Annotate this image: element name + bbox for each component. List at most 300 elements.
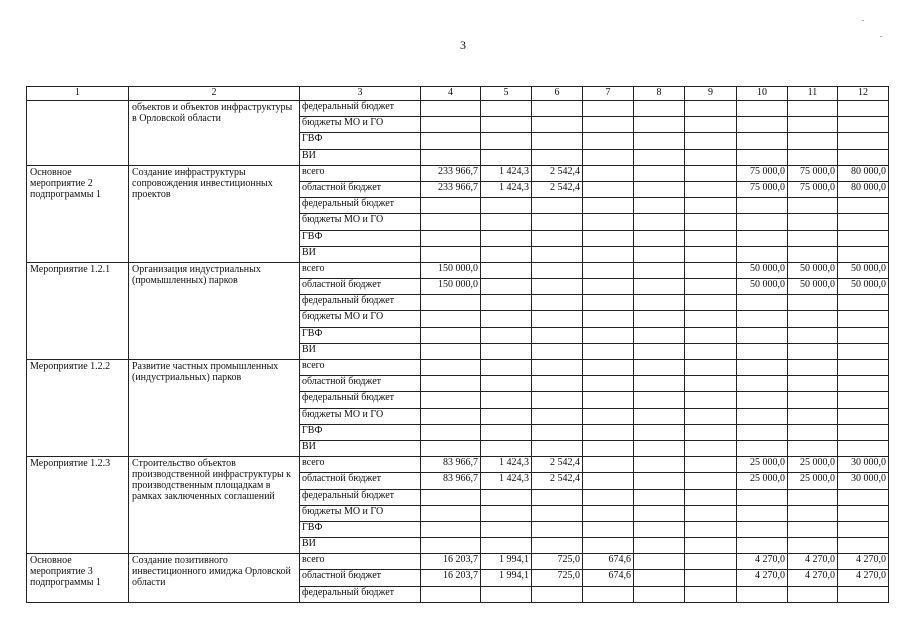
value-cell xyxy=(481,198,532,214)
value-cell xyxy=(838,246,889,262)
value-cell xyxy=(685,424,737,440)
value-cell: 25 000,0 xyxy=(737,457,788,473)
value-cell xyxy=(788,505,838,521)
value-cell xyxy=(583,165,634,181)
value-cell xyxy=(838,376,889,392)
value-cell xyxy=(788,343,838,359)
value-cell: 16 203,7 xyxy=(421,554,481,570)
value-cell xyxy=(481,214,532,230)
value-cell xyxy=(532,214,583,230)
activity-name-cell: объектов и объектов инфраструктуры в Орловской области xyxy=(129,101,300,166)
value-cell: 4 270,0 xyxy=(838,554,889,570)
value-cell xyxy=(634,198,685,214)
value-cell: 674,6 xyxy=(583,554,634,570)
value-cell xyxy=(634,440,685,456)
column-header: 12 xyxy=(838,87,889,101)
value-cell xyxy=(685,101,737,117)
value-cell xyxy=(481,489,532,505)
value-cell xyxy=(532,538,583,554)
value-cell xyxy=(788,246,838,262)
value-cell: 83 966,7 xyxy=(421,457,481,473)
value-cell xyxy=(788,376,838,392)
value-cell xyxy=(737,246,788,262)
value-cell xyxy=(583,538,634,554)
value-cell xyxy=(685,521,737,537)
funding-source-cell: ГВФ xyxy=(300,521,421,537)
value-cell: 674,6 xyxy=(583,570,634,586)
value-cell xyxy=(788,586,838,602)
value-cell xyxy=(583,489,634,505)
value-cell: 25 000,0 xyxy=(788,473,838,489)
value-cell xyxy=(481,133,532,149)
value-cell xyxy=(634,327,685,343)
value-cell: 83 966,7 xyxy=(421,473,481,489)
table-row xyxy=(27,360,889,376)
value-cell xyxy=(685,214,737,230)
value-cell xyxy=(634,538,685,554)
value-cell: 50 000,0 xyxy=(838,262,889,278)
value-cell xyxy=(634,376,685,392)
value-cell xyxy=(685,505,737,521)
value-cell xyxy=(737,489,788,505)
value-cell xyxy=(685,376,737,392)
value-cell xyxy=(421,327,481,343)
value-cell xyxy=(838,198,889,214)
value-cell xyxy=(737,214,788,230)
value-cell xyxy=(788,424,838,440)
value-cell: 50 000,0 xyxy=(737,279,788,295)
value-cell xyxy=(583,117,634,133)
value-cell: 50 000,0 xyxy=(737,262,788,278)
value-cell xyxy=(532,133,583,149)
value-cell xyxy=(685,327,737,343)
value-cell xyxy=(838,408,889,424)
value-cell xyxy=(838,392,889,408)
value-cell xyxy=(838,214,889,230)
header-row xyxy=(27,87,889,101)
value-cell xyxy=(481,424,532,440)
funding-source-cell: федеральный бюджет xyxy=(300,586,421,602)
funding-source-cell: ГВФ xyxy=(300,230,421,246)
value-cell xyxy=(685,360,737,376)
column-header: 7 xyxy=(583,87,634,101)
value-cell: 75 000,0 xyxy=(788,165,838,181)
value-cell xyxy=(532,521,583,537)
value-cell xyxy=(421,521,481,537)
value-cell: 30 000,0 xyxy=(838,457,889,473)
value-cell: 50 000,0 xyxy=(788,262,838,278)
value-cell xyxy=(583,408,634,424)
value-cell xyxy=(685,440,737,456)
value-cell xyxy=(737,424,788,440)
value-cell xyxy=(532,392,583,408)
value-cell xyxy=(685,230,737,246)
funding-source-cell: ВИ xyxy=(300,440,421,456)
value-cell xyxy=(421,586,481,602)
value-cell xyxy=(634,392,685,408)
activity-code-cell xyxy=(27,101,129,166)
funding-source-cell: бюджеты МО и ГО xyxy=(300,408,421,424)
value-cell xyxy=(634,408,685,424)
value-cell xyxy=(634,489,685,505)
value-cell xyxy=(634,214,685,230)
value-cell xyxy=(583,424,634,440)
value-cell xyxy=(634,343,685,359)
value-cell xyxy=(532,343,583,359)
value-cell xyxy=(421,424,481,440)
value-cell xyxy=(737,521,788,537)
value-cell: 725,0 xyxy=(532,554,583,570)
activity-code-cell: Основное мероприятие 2 подпрограммы 1 xyxy=(27,165,129,262)
column-header: 10 xyxy=(737,87,788,101)
funding-source-cell: федеральный бюджет xyxy=(300,101,421,117)
value-cell xyxy=(737,117,788,133)
activity-code-cell: Мероприятие 1.2.1 xyxy=(27,262,129,359)
value-cell xyxy=(634,149,685,165)
value-cell xyxy=(685,473,737,489)
value-cell xyxy=(634,311,685,327)
funding-source-cell: всего xyxy=(300,554,421,570)
budget-table xyxy=(26,86,889,603)
value-cell xyxy=(737,149,788,165)
column-header: 4 xyxy=(421,87,481,101)
table-row xyxy=(27,457,889,473)
value-cell: 1 424,3 xyxy=(481,165,532,181)
value-cell xyxy=(788,133,838,149)
value-cell xyxy=(583,246,634,262)
value-cell xyxy=(685,570,737,586)
value-cell xyxy=(421,311,481,327)
value-cell xyxy=(583,214,634,230)
value-cell xyxy=(583,181,634,197)
value-cell xyxy=(685,198,737,214)
value-cell xyxy=(838,149,889,165)
value-cell xyxy=(481,262,532,278)
value-cell xyxy=(685,149,737,165)
value-cell xyxy=(685,392,737,408)
value-cell: 725,0 xyxy=(532,570,583,586)
value-cell xyxy=(788,392,838,408)
funding-source-cell: всего xyxy=(300,165,421,181)
value-cell xyxy=(481,117,532,133)
column-header: 6 xyxy=(532,87,583,101)
funding-source-cell: бюджеты МО и ГО xyxy=(300,117,421,133)
activity-name-cell: Строительство объектов производственной инфраструктуры к производственным площадкам в рамках заключенных соглашений xyxy=(129,457,300,554)
funding-source-cell: ГВФ xyxy=(300,327,421,343)
scan-mark: . xyxy=(862,14,864,23)
value-cell xyxy=(481,246,532,262)
value-cell xyxy=(583,360,634,376)
value-cell xyxy=(838,230,889,246)
value-cell xyxy=(634,360,685,376)
value-cell xyxy=(788,408,838,424)
value-cell xyxy=(788,440,838,456)
value-cell xyxy=(532,360,583,376)
value-cell xyxy=(583,230,634,246)
value-cell xyxy=(788,214,838,230)
value-cell xyxy=(788,327,838,343)
value-cell xyxy=(532,505,583,521)
value-cell xyxy=(481,343,532,359)
value-cell xyxy=(838,440,889,456)
funding-source-cell: областной бюджет xyxy=(300,570,421,586)
value-cell xyxy=(532,262,583,278)
value-cell xyxy=(421,214,481,230)
value-cell xyxy=(788,295,838,311)
value-cell xyxy=(421,376,481,392)
value-cell xyxy=(583,327,634,343)
value-cell xyxy=(685,279,737,295)
value-cell xyxy=(481,311,532,327)
value-cell xyxy=(634,424,685,440)
funding-source-cell: бюджеты МО и ГО xyxy=(300,505,421,521)
funding-source-cell: областной бюджет xyxy=(300,473,421,489)
activity-code-cell: Мероприятие 1.2.3 xyxy=(27,457,129,554)
column-header: 3 xyxy=(300,87,421,101)
table-row xyxy=(27,262,889,278)
value-cell xyxy=(634,586,685,602)
value-cell xyxy=(737,440,788,456)
value-cell: 50 000,0 xyxy=(838,279,889,295)
value-cell xyxy=(583,279,634,295)
funding-source-cell: бюджеты МО и ГО xyxy=(300,214,421,230)
value-cell xyxy=(737,360,788,376)
value-cell xyxy=(788,521,838,537)
funding-source-cell: федеральный бюджет xyxy=(300,489,421,505)
value-cell xyxy=(532,376,583,392)
value-cell xyxy=(788,198,838,214)
value-cell xyxy=(583,586,634,602)
value-cell xyxy=(838,117,889,133)
value-cell xyxy=(421,117,481,133)
value-cell xyxy=(685,246,737,262)
value-cell: 150 000,0 xyxy=(421,262,481,278)
value-cell xyxy=(481,101,532,117)
funding-source-cell: ВИ xyxy=(300,343,421,359)
value-cell xyxy=(737,327,788,343)
value-cell xyxy=(838,343,889,359)
value-cell xyxy=(685,295,737,311)
value-cell xyxy=(838,360,889,376)
value-cell xyxy=(583,262,634,278)
value-cell xyxy=(583,149,634,165)
value-cell xyxy=(685,343,737,359)
value-cell xyxy=(737,343,788,359)
scan-mark: . xyxy=(880,30,882,39)
table-row xyxy=(27,554,889,570)
value-cell xyxy=(532,311,583,327)
value-cell xyxy=(788,101,838,117)
value-cell: 4 270,0 xyxy=(788,570,838,586)
funding-source-cell: ВИ xyxy=(300,149,421,165)
value-cell xyxy=(532,101,583,117)
value-cell: 1 424,3 xyxy=(481,457,532,473)
value-cell xyxy=(532,279,583,295)
value-cell xyxy=(737,376,788,392)
value-cell xyxy=(421,230,481,246)
value-cell xyxy=(421,133,481,149)
funding-source-cell: федеральный бюджет xyxy=(300,295,421,311)
value-cell xyxy=(634,279,685,295)
value-cell xyxy=(685,165,737,181)
value-cell: 4 270,0 xyxy=(737,554,788,570)
value-cell xyxy=(481,295,532,311)
value-cell xyxy=(685,181,737,197)
value-cell xyxy=(737,392,788,408)
funding-source-cell: областной бюджет xyxy=(300,181,421,197)
value-cell xyxy=(481,408,532,424)
value-cell xyxy=(838,311,889,327)
value-cell xyxy=(421,149,481,165)
value-cell xyxy=(685,117,737,133)
value-cell xyxy=(634,457,685,473)
funding-source-cell: федеральный бюджет xyxy=(300,198,421,214)
value-cell: 2 542,4 xyxy=(532,473,583,489)
value-cell xyxy=(838,586,889,602)
value-cell xyxy=(532,586,583,602)
column-header: 8 xyxy=(634,87,685,101)
value-cell xyxy=(583,392,634,408)
value-cell xyxy=(583,505,634,521)
value-cell xyxy=(481,376,532,392)
value-cell xyxy=(421,198,481,214)
value-cell xyxy=(421,440,481,456)
value-cell xyxy=(583,343,634,359)
value-cell xyxy=(737,133,788,149)
value-cell: 50 000,0 xyxy=(788,279,838,295)
value-cell xyxy=(583,440,634,456)
value-cell: 25 000,0 xyxy=(788,457,838,473)
value-cell xyxy=(481,279,532,295)
funding-source-cell: областной бюджет xyxy=(300,376,421,392)
value-cell: 16 203,7 xyxy=(421,570,481,586)
value-cell xyxy=(685,457,737,473)
value-cell xyxy=(481,538,532,554)
value-cell xyxy=(583,101,634,117)
value-cell xyxy=(634,262,685,278)
value-cell xyxy=(788,230,838,246)
value-cell xyxy=(583,198,634,214)
value-cell: 75 000,0 xyxy=(788,181,838,197)
value-cell xyxy=(421,505,481,521)
value-cell xyxy=(532,149,583,165)
value-cell: 1 424,3 xyxy=(481,473,532,489)
value-cell xyxy=(634,246,685,262)
value-cell: 233 966,7 xyxy=(421,165,481,181)
value-cell xyxy=(532,295,583,311)
funding-source-cell: всего xyxy=(300,262,421,278)
value-cell xyxy=(481,586,532,602)
value-cell xyxy=(532,327,583,343)
value-cell xyxy=(634,505,685,521)
value-cell xyxy=(421,295,481,311)
value-cell xyxy=(838,521,889,537)
value-cell xyxy=(634,570,685,586)
value-cell xyxy=(685,489,737,505)
column-header: 9 xyxy=(685,87,737,101)
value-cell xyxy=(788,149,838,165)
funding-source-cell: ВИ xyxy=(300,246,421,262)
value-cell xyxy=(481,440,532,456)
value-cell xyxy=(737,311,788,327)
value-cell xyxy=(583,457,634,473)
value-cell xyxy=(634,230,685,246)
funding-source-cell: ВИ xyxy=(300,538,421,554)
value-cell xyxy=(532,424,583,440)
value-cell: 80 000,0 xyxy=(838,165,889,181)
value-cell xyxy=(685,262,737,278)
value-cell xyxy=(788,360,838,376)
value-cell xyxy=(737,230,788,246)
value-cell xyxy=(583,133,634,149)
value-cell xyxy=(634,295,685,311)
value-cell xyxy=(421,538,481,554)
value-cell xyxy=(737,295,788,311)
value-cell xyxy=(838,133,889,149)
value-cell xyxy=(685,408,737,424)
value-cell xyxy=(685,586,737,602)
value-cell xyxy=(481,521,532,537)
value-cell: 4 270,0 xyxy=(838,570,889,586)
value-cell xyxy=(583,376,634,392)
value-cell xyxy=(788,311,838,327)
value-cell: 1 994,1 xyxy=(481,570,532,586)
value-cell xyxy=(838,489,889,505)
value-cell xyxy=(532,230,583,246)
value-cell: 80 000,0 xyxy=(838,181,889,197)
value-cell xyxy=(421,360,481,376)
value-cell xyxy=(737,198,788,214)
value-cell xyxy=(532,246,583,262)
value-cell xyxy=(421,343,481,359)
funding-source-cell: ГВФ xyxy=(300,133,421,149)
value-cell xyxy=(634,473,685,489)
value-cell xyxy=(788,117,838,133)
value-cell: 150 000,0 xyxy=(421,279,481,295)
value-cell xyxy=(685,538,737,554)
value-cell xyxy=(634,165,685,181)
value-cell: 25 000,0 xyxy=(737,473,788,489)
funding-source-cell: ГВФ xyxy=(300,424,421,440)
value-cell xyxy=(481,149,532,165)
value-cell xyxy=(838,424,889,440)
value-cell: 2 542,4 xyxy=(532,457,583,473)
value-cell: 1 424,3 xyxy=(481,181,532,197)
value-cell: 4 270,0 xyxy=(737,570,788,586)
activity-name-cell: Создание инфраструктуры сопровождения инвестиционных проектов xyxy=(129,165,300,262)
value-cell xyxy=(532,408,583,424)
column-header: 5 xyxy=(481,87,532,101)
value-cell xyxy=(583,521,634,537)
value-cell xyxy=(737,586,788,602)
value-cell xyxy=(634,117,685,133)
value-cell xyxy=(421,101,481,117)
value-cell xyxy=(583,295,634,311)
value-cell xyxy=(737,538,788,554)
value-cell xyxy=(532,198,583,214)
value-cell xyxy=(583,473,634,489)
value-cell xyxy=(634,133,685,149)
value-cell xyxy=(421,489,481,505)
funding-source-cell: бюджеты МО и ГО xyxy=(300,311,421,327)
value-cell xyxy=(421,392,481,408)
value-cell: 4 270,0 xyxy=(788,554,838,570)
value-cell xyxy=(737,101,788,117)
value-cell xyxy=(481,230,532,246)
value-cell xyxy=(788,489,838,505)
value-cell xyxy=(634,554,685,570)
activity-name-cell: Организация индустриальных (промышленных) парков xyxy=(129,262,300,359)
